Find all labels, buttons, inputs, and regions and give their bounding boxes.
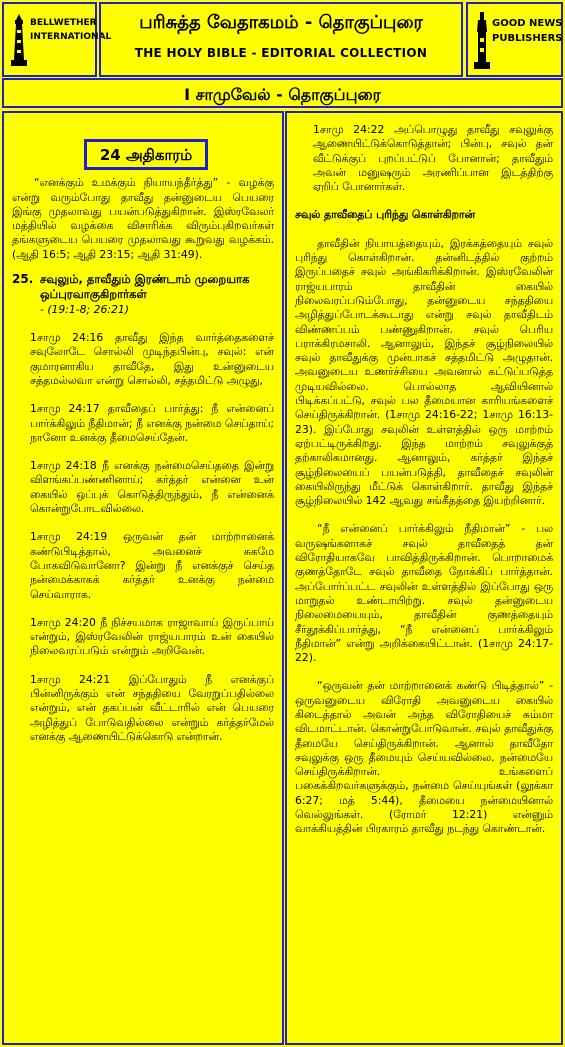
verse-quote: 1சாமு 24:17 தாவீதைப் பார்த்து: நீ என்னைப் பார்க்கிலும் நீதிமான்; நீ எனக்கு நன்மை செய்தாய்; நானோ உனக்கு தீமைசெய்தேன். bbox=[30, 402, 274, 444]
left-column bbox=[2, 111, 284, 1045]
logo-right-line2: PUBLISHERS bbox=[492, 33, 563, 44]
verse-quote: 1சாமு 24:19 ஒருவன் தன் மாற்றானைக் கண்டுபிடித்தால், அவனைச் சுகமே போகவிடுவானோ? இன்று நீ எனக்குச் செய்த நன்மைக்காகக் கர்த்தர் உனக்கு நன்மை செய்வாராக. bbox=[30, 530, 274, 601]
verse-quote: 1சாமு 24:16 தாவீது இந்த வார்த்தைகளைச் சவுலோடே சொல்லி முடிந்தபின்பு, சவுல்: என் குமாரனாகிய தாவீதே, இது உன்னுடைய சத்தமல்லவா என்று சொல்லி, சத்தமிட்டு அழுது, bbox=[30, 331, 274, 387]
logo-left-line1: BELLWETHER bbox=[30, 18, 97, 28]
lighthouse-icon bbox=[10, 12, 28, 68]
verse-quote: 1சாமு 24:18 நீ எனக்கு நன்மைசெய்ததை இன்று விளங்கப்பண்ணினாய்; கர்த்தர் என்னை உன் கையில் ஒப்புக் கொடுத்திருந்தும், நீ என்னைக் கொன்றுபோடவில்லை. bbox=[30, 459, 274, 516]
publisher-logo-left bbox=[2, 2, 112, 77]
book-title: I சாமுவேல் - தொகுப்புரை bbox=[184, 85, 381, 104]
section-number: 25. bbox=[12, 272, 34, 287]
section-heading bbox=[12, 272, 274, 317]
intro-paragraph: “எனக்கும் உமக்கும் நியாயந்தீர்த்து” - வழக்கு என்று வரும்போது தாவீது தன்னுடைய பெயரை இங்கு முதலாவது பயன்படுத்துகிறான். இஸ்ரவேலர் மத்தியில் வழக்கை விசாரிக்க விரும்புகிறவர்கள் தங்களுடைய பெயரை முதலாவது கூறுவது வழக்கம். (ஆதி 16:5; ஆதி 23:15; ஆதி 31:49). bbox=[12, 176, 274, 261]
header-title-box bbox=[99, 2, 463, 77]
book-title-bar bbox=[2, 78, 563, 108]
verse-quote: 1சாமு 24:20 நீ நிச்சயமாக ராஜாவாய் இருப்பாய் என்றும், இஸ்ரவேலின் ராஜ்யபாரம் உன் கையில் நிலைவரப்படும் என்றும் அறிவேன். bbox=[30, 615, 274, 658]
section-title: சவுலும், தாவீதும் இரண்டாம் முறையாக ஒப்புரவாகுகிறார்கள் bbox=[40, 272, 250, 302]
commentary-paragraph: “ஒருவன் தன் மாற்றானைக் கண்டு பிடித்தால்” - ஒருவனுடைய விரோதி அவனுடைய கையில் கிடைத்தால் அவன் அந்த விரோதியைச் சும்மா விடமாட்டான். கொன்றுபோடுவான். சவுல் தாவீதுக்கு தீமையே செய்திருக்கிறான். ஆனால் தாவீதோ சவுலுக்கு ஒரு தீமையும் செய்யவில்லை. நன்மையே செய்திருக்கிறான். உங்களைப் பகைக்கிறவர்களுக்கும், நன்மை செய்யுங்கள் (லூக்கா 6:27; மத் 5:44), தீமையை நன்மையினால் வெல்லுங்கள். (ரோமர் 12:21) என்னும் வாக்கியத்தின் பிரகாரம் தாவீது நடந்து கொண்டான். bbox=[295, 679, 553, 836]
right-column bbox=[285, 111, 563, 1045]
commentary-paragraph: தாவீதின் நியாயத்தையும், இரக்கத்தையும் சவுல் புரிந்து கொள்கிறான். தன்னிடத்தில் குற்றம் இருப்பதைச் சவுல் அங்கிகரிக்கிறான். இஸ்ரவேலின் ராஜ்யபாரம் தாவீதின் கையில் நிலைவரப்படும்போது, தன்னுடைய சந்ததியை அழித்துப்போடக்கூடாது என்று சவுல் தாவீதிடம் விண்ணப்பம் பண்ணுகிறான். சவுல் பெரிய பராக்கிரமசாலி. ஆனாலும், இந்தச் சூழ்நிலையில் சவுல் தாவீதுக்கு முன்பாகச் சத்தமிட்டு அழுதான். அவனுடைய உணர்ச்சியை அவனால் கட்டுப்படுத்த முடியவில்லை. பொல்லாத ஆவியினால் பிடிக்கப்பட்டு, சவுல் பல தீமையான காரியங்களைச் செய்திருக்கிறான். (1சாமு 24:16-22; 1சாமு 16:13-23). இப்போது சவுலின் உள்ளத்தில் ஒரு மாற்றம் ஏற்பட்டிருக்கிறது. இந்த மாற்றம் சவுலுக்குத் தற்காலிகமானது. ஆனாலும், கர்த்தர் இந்தச் சூழ்நிலையைப் பயன்படுத்தி, தாவீதைச் சவுலின் கையிலிருந்து மீட்டுக் கொள்கிறார். தாவீது இந்தச் சூழ்நிலையில் 142 ஆவது சங்கீதத்தை இயற்றினார். bbox=[295, 236, 553, 508]
tamil-title: பரிசுத்த வேதாகமம் - தொகுப்புரை bbox=[139, 12, 423, 33]
logo-left-line2: INTERNATIONAL bbox=[30, 32, 112, 42]
publisher-logo-right bbox=[466, 2, 563, 77]
commentary-paragraph: “நீ என்னைப் பார்க்கிலும் நீதிமான்” - பல வருஷங்களாகச் சவுல் தாவீதைத் தன் விரோதியாகவே பாவித்திருக்கிறான். பொறாமைக் குணத்தோடே சவுல் தாவீதை நோக்கிப் பார்த்தான். அப்போர்ப்பட்ட சவுலின் உள்ளத்தில் இப்போது ஒரு மாறுதல் உண்டாயிற்று. சவுல் தன்னுடைய நிலைமையையும், தாவீதின் குணத்தையும் சீர்தூக்கிப்பார்த்து, “நீ என்னைப் பார்க்கிலும் நீதிமான்” என்று அறிக்கையிட்டான். (1சாமு 24:17-22). bbox=[295, 522, 553, 665]
tower-icon bbox=[474, 12, 490, 70]
chapter-heading: 24 அதிகாரம் bbox=[84, 139, 208, 170]
section-reference: - (19:1-8; 26:21) bbox=[40, 303, 129, 317]
subheading: சவுல் தாவீதைப் புரிந்து கொள்கிறான் bbox=[295, 208, 475, 222]
logo-right-line1: GOOD NEWS bbox=[492, 18, 563, 29]
verse-quote: 1சாமு 24:21 இப்போதும் நீ எனக்குப் பின்னிருக்கும் என் சந்ததியை வேரறுப்பதில்லை என்றும், என் தகப்பன் வீட்டாரில் என் பெயரை அழித்துப் போடுவதில்லை என்றும் கர்த்தர்மேல் எனக்கு ஆணையிட்டுக்கொடு என்றான். bbox=[30, 672, 274, 743]
verse-quote: 1சாமு 24:22 அப்பொழுது தாவீது சவுலுக்கு ஆணையிட்டுக்கொடுத்தான்; பின்பு, சவுல் தன் வீட்டுக்குப் புறப்பட்டுப் போனான்; தாவீதும் அவன் மனுஷரும் அரணிப்பான இடத்திற்கு ஏறிப் போனார்கள். bbox=[313, 123, 553, 194]
english-title: THE HOLY BIBLE - EDITORIAL COLLECTION bbox=[134, 46, 428, 60]
